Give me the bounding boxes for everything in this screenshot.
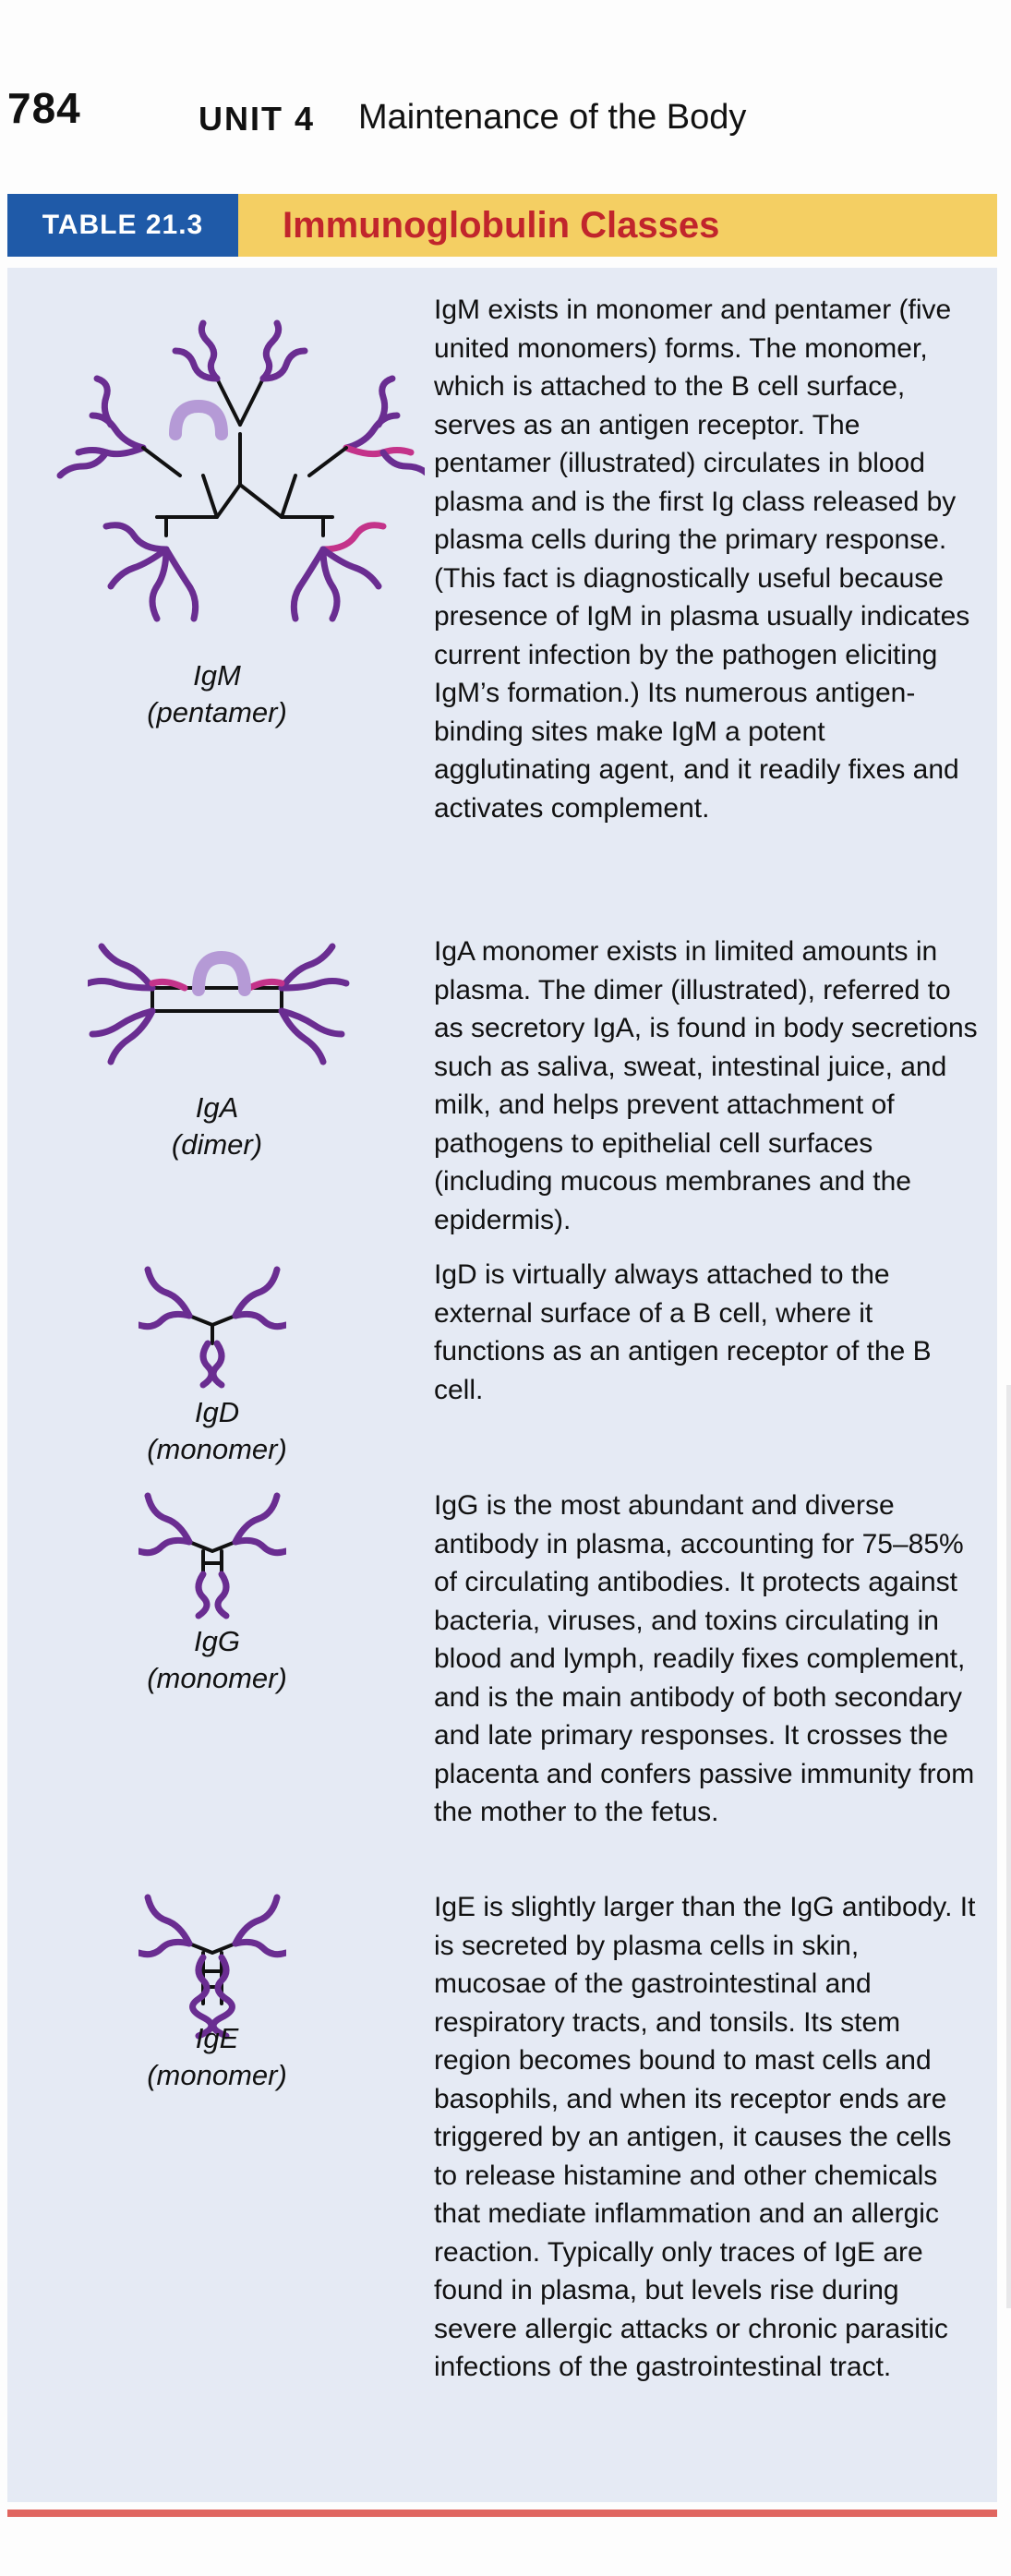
igg-monomer-figure — [138, 1482, 286, 1620]
igm-description: IgM exists in monomer and pentamer (five united monomers) forms. The monomer, which is attached to the B cell surface, serves as an antigen receptor. The pentamer (illustrated) circulates in blood plasma and is the first Ig class released by plasma cells during the primary response. (This fact is diagnostically useful because presence of IgM in plasma usually indicates current infection by the pathogen eliciting IgM’s formation.) Its numerous antigen-binding sites make IgM a potent agglutinating agent, and it readily fixes and activates complement. — [434, 295, 970, 824]
igm-caption — [102, 657, 332, 731]
igd-form: (monomer) — [147, 1433, 287, 1465]
igg-name: IgG — [194, 1625, 240, 1657]
igg-form: (monomer) — [147, 1662, 287, 1694]
unit-label: UNIT 4 — [199, 100, 316, 138]
igm-name: IgM — [193, 659, 241, 692]
iga-caption — [102, 1089, 332, 1163]
ige-description: IgE is slightly larger than the IgG antibody. It is secreted by plasma cells in skin, mucosae of the gastrointestinal and respiratory tracts, and tonsils. Its stem region becomes bound to mast cells and basophils, and when its receptor ends are triggered by an antigen, it causes the cells to release histamine and other chemicals that mediate inflammation and an allergic reaction. Typically only traces of IgE are found in plasma, but levels rise during severe allergic attacks or chronic parasitic infections of the gastrointestinal tract. — [434, 1892, 976, 2382]
igm-j-chain — [175, 406, 222, 434]
ige-caption — [102, 2020, 332, 2094]
table-title-bar — [7, 194, 997, 257]
igd-caption — [102, 1394, 332, 1468]
footer-rule — [7, 2510, 997, 2517]
iga-dimer-figure — [88, 923, 355, 1071]
igg-description: IgG is the most abundant and diverse antibody in plasma, accounting for 75–85% of circulating antibodies. It protects against bacteria, viruses, and toxins circulating in blood and lymph, readily fixes complement, and is the main antibody of both secondary and late primary responses. It crosses the placenta and confers passive immunity from the mother to the fetus. — [434, 1490, 975, 1827]
ige-name: IgE — [195, 2022, 239, 2054]
igm-form: (pentamer) — [147, 696, 287, 728]
show-through-shadow — [1006, 1385, 1011, 2308]
iga-name: IgA — [195, 1091, 239, 1124]
table-title: Immunoglobulin Classes — [283, 205, 720, 246]
iga-form: (dimer) — [171, 1128, 263, 1161]
page-number: 784 — [7, 84, 81, 132]
igd-description: IgD is virtually always attached to the external surface of a B cell, where it functions as an antigen receptor of the B cell. — [434, 1259, 932, 1405]
igd-monomer-figure — [138, 1251, 286, 1390]
page-header — [0, 83, 1011, 166]
ige-monomer-figure — [138, 1884, 286, 2040]
igm-pentamer-figure — [55, 286, 425, 646]
igm-core-lines — [157, 434, 332, 536]
iga-j-chain — [199, 957, 245, 990]
igd-name: IgD — [194, 1396, 240, 1428]
ige-form: (monomer) — [147, 2059, 287, 2091]
igg-caption — [102, 1623, 332, 1697]
iga-description: IgA monomer exists in limited amounts in plasma. The dimer (illustrated), referred to as secretory IgA, is found in body secretions such as saliva, sweat, intestinal juice, and milk, and helps prevent attachment of pathogens to epithelial cell surfaces (including mucous membranes and the epidermis). — [434, 936, 978, 1235]
table-tag: TABLE 21.3 — [7, 194, 238, 257]
unit-title: Maintenance of the Body — [358, 98, 747, 137]
igm-antibody-units — [60, 323, 425, 619]
